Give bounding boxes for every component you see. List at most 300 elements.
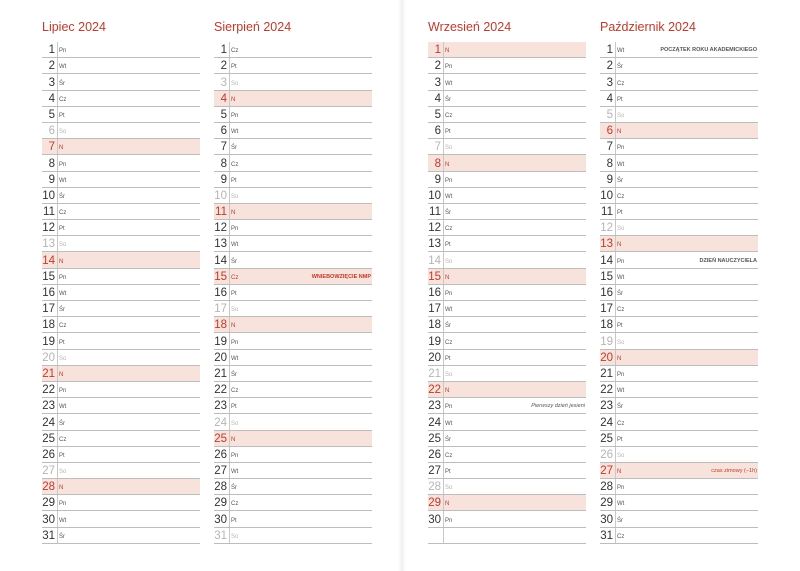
day-row[interactable] bbox=[42, 414, 200, 430]
day-row[interactable] bbox=[214, 414, 372, 430]
weekday-label: Pn bbox=[445, 177, 453, 184]
day-row[interactable] bbox=[600, 188, 758, 204]
day-number: 27 bbox=[600, 465, 613, 478]
weekday-label: Pt bbox=[617, 96, 623, 103]
day-row[interactable] bbox=[600, 431, 758, 447]
weekday-label: Cz bbox=[445, 339, 453, 346]
day-row[interactable] bbox=[428, 139, 586, 155]
day-row[interactable] bbox=[428, 172, 586, 188]
weekday-label: Cz bbox=[617, 80, 625, 87]
day-separator bbox=[57, 317, 58, 332]
day-row[interactable] bbox=[214, 139, 372, 155]
day-row[interactable] bbox=[42, 382, 200, 398]
day-row[interactable] bbox=[600, 333, 758, 349]
day-separator bbox=[443, 172, 444, 187]
day-row[interactable] bbox=[214, 479, 372, 495]
day-number: 9 bbox=[606, 173, 613, 186]
weekday-label: So bbox=[59, 129, 67, 136]
day-row[interactable] bbox=[600, 479, 758, 495]
day-row[interactable] bbox=[42, 123, 200, 139]
day-number: 31 bbox=[214, 529, 227, 542]
day-number: 4 bbox=[48, 92, 55, 105]
day-row[interactable] bbox=[214, 155, 372, 171]
day-row[interactable] bbox=[214, 317, 372, 333]
weekday-label: Pn bbox=[445, 404, 453, 411]
weekday-label: Pn bbox=[617, 258, 625, 265]
day-row[interactable] bbox=[428, 301, 586, 317]
day-row[interactable] bbox=[428, 495, 586, 511]
weekday-label: Pt bbox=[231, 64, 237, 71]
weekday-label: Pt bbox=[617, 323, 623, 330]
day-separator bbox=[229, 382, 230, 397]
weekday-label: Cz bbox=[59, 436, 67, 443]
day-rows bbox=[600, 42, 758, 544]
day-separator bbox=[443, 204, 444, 219]
day-row[interactable] bbox=[42, 350, 200, 366]
day-number: 5 bbox=[220, 108, 227, 121]
day-row[interactable] bbox=[428, 463, 586, 479]
day-row[interactable] bbox=[42, 58, 200, 74]
day-row[interactable] bbox=[214, 431, 372, 447]
weekday-label: Wt bbox=[617, 161, 625, 168]
day-row[interactable] bbox=[428, 414, 586, 430]
weekday-label: So bbox=[231, 307, 239, 314]
day-number: 14 bbox=[214, 254, 227, 267]
weekday-label: Śr bbox=[59, 80, 65, 87]
day-separator bbox=[57, 220, 58, 235]
month-title: Sierpień 2024 bbox=[214, 20, 292, 34]
day-number: 28 bbox=[214, 481, 227, 494]
day-number: 22 bbox=[214, 384, 227, 397]
day-number: 11 bbox=[43, 206, 55, 219]
day-number: 29 bbox=[42, 497, 55, 510]
day-separator bbox=[229, 269, 230, 284]
day-separator bbox=[443, 333, 444, 348]
day-separator bbox=[229, 58, 230, 73]
weekday-label: So bbox=[445, 371, 453, 378]
day-separator bbox=[615, 431, 616, 446]
day-row[interactable] bbox=[600, 269, 758, 285]
day-separator bbox=[443, 528, 444, 543]
day-row[interactable] bbox=[42, 91, 200, 107]
day-row[interactable] bbox=[214, 382, 372, 398]
day-number: 21 bbox=[428, 367, 441, 380]
day-row[interactable] bbox=[600, 58, 758, 74]
weekday-label: Cz bbox=[59, 323, 67, 330]
day-row[interactable] bbox=[600, 511, 758, 527]
weekday-label: Wt bbox=[59, 64, 67, 71]
day-row[interactable] bbox=[600, 155, 758, 171]
day-row[interactable] bbox=[42, 107, 200, 123]
day-separator bbox=[229, 431, 230, 446]
day-separator bbox=[443, 155, 444, 170]
weekday-label: Wt bbox=[59, 177, 67, 184]
day-event: czas zimowy (−1h) bbox=[711, 468, 757, 475]
day-row[interactable] bbox=[42, 139, 200, 155]
day-event: DZIEŃ NAUCZYCIELA bbox=[699, 257, 757, 264]
day-row[interactable] bbox=[428, 333, 586, 349]
day-row[interactable] bbox=[600, 236, 758, 252]
day-number: 25 bbox=[214, 432, 227, 445]
weekday-label: Wt bbox=[445, 307, 453, 314]
day-number: 17 bbox=[428, 303, 441, 316]
day-separator bbox=[229, 204, 230, 219]
day-separator bbox=[229, 317, 230, 332]
day-row[interactable] bbox=[42, 252, 200, 268]
day-row[interactable] bbox=[600, 528, 758, 544]
day-row[interactable] bbox=[42, 204, 200, 220]
day-separator bbox=[615, 528, 616, 543]
day-number: 13 bbox=[428, 238, 441, 251]
day-row[interactable] bbox=[214, 91, 372, 107]
day-separator bbox=[615, 172, 616, 187]
weekday-label: So bbox=[445, 145, 453, 152]
day-separator bbox=[57, 139, 58, 154]
weekday-label: Pt bbox=[59, 339, 65, 346]
day-separator bbox=[229, 123, 230, 138]
weekday-label: Wt bbox=[445, 193, 453, 200]
weekday-label: Śr bbox=[231, 258, 237, 265]
day-row[interactable] bbox=[42, 495, 200, 511]
weekday-label: Pn bbox=[617, 145, 625, 152]
weekday-label: N bbox=[231, 96, 236, 103]
day-number: 24 bbox=[428, 416, 441, 429]
day-number: 21 bbox=[600, 367, 613, 380]
day-number: 24 bbox=[42, 416, 55, 429]
day-row[interactable] bbox=[42, 236, 200, 252]
day-row[interactable] bbox=[428, 398, 586, 414]
weekday-label: Śr bbox=[59, 193, 65, 200]
weekday-label: Pt bbox=[59, 452, 65, 459]
day-row[interactable] bbox=[214, 463, 372, 479]
day-number: 2 bbox=[434, 60, 441, 73]
day-row[interactable] bbox=[42, 172, 200, 188]
weekday-label: So bbox=[445, 485, 453, 492]
day-separator bbox=[229, 495, 230, 510]
weekday-label: So bbox=[59, 242, 67, 249]
day-row[interactable] bbox=[42, 479, 200, 495]
day-separator bbox=[443, 139, 444, 154]
day-number: 15 bbox=[42, 270, 55, 283]
day-row[interactable] bbox=[214, 495, 372, 511]
day-number: 17 bbox=[42, 303, 55, 316]
weekday-label: Śr bbox=[231, 485, 237, 492]
day-separator bbox=[443, 431, 444, 446]
day-row[interactable] bbox=[600, 398, 758, 414]
day-number: 16 bbox=[42, 287, 55, 299]
day-row[interactable] bbox=[214, 285, 372, 301]
day-row[interactable] bbox=[428, 42, 586, 58]
day-number: 26 bbox=[42, 448, 55, 461]
day-separator bbox=[57, 58, 58, 73]
day-row[interactable] bbox=[428, 479, 586, 495]
weekday-label: Pt bbox=[231, 517, 237, 524]
weekday-label: Cz bbox=[231, 274, 239, 281]
day-row[interactable] bbox=[428, 350, 586, 366]
day-separator bbox=[229, 447, 230, 462]
day-row[interactable] bbox=[428, 366, 586, 382]
day-separator bbox=[615, 301, 616, 316]
weekday-label: So bbox=[231, 533, 239, 540]
day-row[interactable] bbox=[214, 58, 372, 74]
day-separator bbox=[443, 58, 444, 73]
day-separator bbox=[615, 107, 616, 122]
day-separator bbox=[57, 107, 58, 122]
day-separator bbox=[229, 479, 230, 494]
weekday-label: Cz bbox=[59, 210, 67, 217]
day-row[interactable] bbox=[42, 317, 200, 333]
day-number: 22 bbox=[42, 384, 55, 397]
day-separator bbox=[229, 155, 230, 170]
weekday-label: Cz bbox=[59, 96, 67, 103]
day-separator bbox=[443, 107, 444, 122]
weekday-label: So bbox=[231, 420, 239, 427]
weekday-label: N bbox=[445, 161, 450, 168]
day-row[interactable] bbox=[214, 220, 372, 236]
day-number: 4 bbox=[434, 92, 441, 105]
day-number: 25 bbox=[600, 432, 613, 445]
weekday-label: N bbox=[617, 355, 622, 362]
day-separator bbox=[57, 333, 58, 348]
day-row[interactable] bbox=[600, 350, 758, 366]
day-row[interactable] bbox=[214, 172, 372, 188]
day-separator bbox=[615, 155, 616, 170]
day-row[interactable] bbox=[42, 511, 200, 527]
day-row[interactable] bbox=[428, 220, 586, 236]
weekday-label: Wt bbox=[617, 501, 625, 508]
weekday-label: Pn bbox=[59, 501, 67, 508]
day-row[interactable] bbox=[600, 447, 758, 463]
weekday-label: N bbox=[617, 242, 622, 249]
day-row[interactable] bbox=[600, 301, 758, 317]
weekday-label: Pt bbox=[617, 210, 623, 217]
day-row[interactable] bbox=[42, 301, 200, 317]
day-row[interactable] bbox=[428, 252, 586, 268]
weekday-label: N bbox=[445, 501, 450, 508]
weekday-label: Śr bbox=[445, 210, 451, 217]
day-row[interactable] bbox=[428, 269, 586, 285]
day-row[interactable] bbox=[428, 74, 586, 90]
day-separator bbox=[229, 236, 230, 251]
weekday-label: N bbox=[59, 258, 64, 265]
day-row[interactable] bbox=[428, 123, 586, 139]
day-row[interactable] bbox=[214, 333, 372, 349]
weekday-label: Śr bbox=[617, 64, 623, 71]
day-number: 20 bbox=[214, 351, 227, 364]
day-separator bbox=[229, 220, 230, 235]
day-row[interactable] bbox=[428, 58, 586, 74]
day-row[interactable] bbox=[42, 447, 200, 463]
day-separator bbox=[229, 172, 230, 187]
day-number: 27 bbox=[214, 465, 227, 478]
day-separator bbox=[57, 528, 58, 543]
day-row[interactable] bbox=[214, 204, 372, 220]
day-row[interactable] bbox=[600, 42, 758, 58]
day-rows bbox=[214, 42, 372, 544]
day-separator bbox=[615, 382, 616, 397]
day-row[interactable] bbox=[600, 495, 758, 511]
day-row[interactable] bbox=[600, 91, 758, 107]
day-row[interactable] bbox=[214, 511, 372, 527]
day-separator bbox=[615, 479, 616, 494]
day-row[interactable] bbox=[42, 333, 200, 349]
day-number: 30 bbox=[42, 513, 55, 526]
day-separator bbox=[615, 139, 616, 154]
day-separator bbox=[229, 285, 230, 300]
day-separator bbox=[615, 350, 616, 365]
day-row[interactable] bbox=[214, 188, 372, 204]
day-separator bbox=[57, 366, 58, 381]
day-row[interactable] bbox=[42, 528, 200, 544]
day-row[interactable] bbox=[42, 220, 200, 236]
day-row[interactable] bbox=[428, 188, 586, 204]
day-row[interactable] bbox=[428, 107, 586, 123]
day-separator bbox=[615, 285, 616, 300]
day-row[interactable] bbox=[214, 350, 372, 366]
weekday-label: Pn bbox=[59, 388, 67, 395]
weekday-label: Śr bbox=[445, 323, 451, 330]
day-row[interactable] bbox=[214, 74, 372, 90]
day-number: 13 bbox=[600, 238, 613, 251]
day-row[interactable] bbox=[600, 285, 758, 301]
day-number: 22 bbox=[600, 384, 613, 397]
day-row[interactable] bbox=[42, 366, 200, 382]
weekday-label: Cz bbox=[617, 193, 625, 200]
day-number: 14 bbox=[600, 254, 613, 267]
day-separator bbox=[615, 91, 616, 106]
day-row[interactable] bbox=[214, 269, 372, 285]
day-separator bbox=[443, 398, 444, 413]
weekday-label: Wt bbox=[231, 355, 239, 362]
day-row[interactable] bbox=[42, 188, 200, 204]
day-row[interactable] bbox=[428, 285, 586, 301]
day-row[interactable] bbox=[600, 139, 758, 155]
day-row[interactable] bbox=[428, 236, 586, 252]
day-number: 1 bbox=[606, 44, 613, 57]
day-row[interactable] bbox=[42, 155, 200, 171]
weekday-label: Pt bbox=[445, 242, 451, 249]
day-separator bbox=[57, 42, 58, 57]
day-row[interactable] bbox=[600, 252, 758, 268]
day-separator bbox=[443, 301, 444, 316]
day-number: 23 bbox=[428, 400, 441, 413]
day-number: 18 bbox=[600, 319, 613, 332]
day-separator bbox=[615, 188, 616, 203]
day-number: 1 bbox=[220, 44, 227, 57]
day-row[interactable] bbox=[428, 382, 586, 398]
day-number: 27 bbox=[42, 465, 55, 478]
day-row[interactable] bbox=[42, 269, 200, 285]
weekday-label: Wt bbox=[445, 80, 453, 87]
weekday-label: Pn bbox=[59, 274, 67, 281]
day-rows bbox=[428, 42, 586, 544]
day-separator bbox=[615, 74, 616, 89]
day-row[interactable] bbox=[600, 463, 758, 479]
day-separator bbox=[57, 301, 58, 316]
day-row[interactable] bbox=[428, 204, 586, 220]
day-separator bbox=[443, 236, 444, 251]
weekday-label: Śr bbox=[59, 533, 65, 540]
day-row[interactable] bbox=[42, 42, 200, 58]
weekday-label: So bbox=[617, 112, 625, 119]
day-row[interactable] bbox=[428, 155, 586, 171]
day-number: 16 bbox=[214, 287, 227, 299]
day-event: POCZĄTEK ROKU AKADEMICKIEGO bbox=[660, 47, 757, 54]
day-separator bbox=[229, 350, 230, 365]
day-row[interactable] bbox=[600, 172, 758, 188]
day-row[interactable] bbox=[428, 447, 586, 463]
day-row[interactable] bbox=[600, 382, 758, 398]
day-row[interactable] bbox=[600, 317, 758, 333]
day-row[interactable] bbox=[214, 107, 372, 123]
weekday-label: Pt bbox=[59, 112, 65, 119]
weekday-label: N bbox=[231, 210, 236, 217]
weekday-label: Śr bbox=[445, 436, 451, 443]
day-row[interactable] bbox=[428, 431, 586, 447]
day-number: 20 bbox=[600, 351, 613, 364]
day-row[interactable] bbox=[214, 528, 372, 544]
day-separator bbox=[615, 220, 616, 235]
day-row[interactable] bbox=[214, 123, 372, 139]
day-row[interactable] bbox=[214, 398, 372, 414]
day-number: 28 bbox=[42, 481, 55, 494]
day-row[interactable] bbox=[600, 366, 758, 382]
weekday-label: So bbox=[617, 452, 625, 459]
day-separator bbox=[57, 91, 58, 106]
month-title: Wrzesień 2024 bbox=[428, 20, 512, 34]
day-row[interactable] bbox=[600, 74, 758, 90]
day-separator bbox=[57, 236, 58, 251]
day-row[interactable] bbox=[214, 447, 372, 463]
day-row[interactable] bbox=[600, 123, 758, 139]
day-event: Pierwszy dzień jesieni bbox=[531, 403, 585, 410]
day-row[interactable] bbox=[214, 236, 372, 252]
day-number: 14 bbox=[428, 254, 441, 267]
day-row[interactable] bbox=[214, 366, 372, 382]
day-row[interactable] bbox=[428, 528, 586, 544]
day-row[interactable] bbox=[42, 74, 200, 90]
day-event: WNIEBOWZIĘCIE NMP bbox=[311, 273, 371, 280]
day-separator bbox=[615, 463, 616, 478]
day-row[interactable] bbox=[600, 220, 758, 236]
day-number: 29 bbox=[428, 497, 441, 510]
day-row[interactable] bbox=[428, 317, 586, 333]
day-row[interactable] bbox=[600, 414, 758, 430]
day-separator bbox=[443, 414, 444, 429]
weekday-label: Wt bbox=[59, 517, 67, 524]
day-row[interactable] bbox=[214, 252, 372, 268]
day-row[interactable] bbox=[42, 431, 200, 447]
day-row[interactable] bbox=[42, 398, 200, 414]
weekday-label: N bbox=[617, 129, 622, 136]
day-number: 24 bbox=[214, 416, 227, 429]
day-row[interactable] bbox=[428, 511, 586, 527]
day-separator bbox=[443, 479, 444, 494]
day-number: 8 bbox=[606, 157, 613, 170]
day-row[interactable] bbox=[600, 107, 758, 123]
day-number: 2 bbox=[606, 60, 613, 73]
day-row[interactable] bbox=[428, 91, 586, 107]
day-row[interactable] bbox=[214, 301, 372, 317]
day-row[interactable] bbox=[42, 285, 200, 301]
weekday-label: So bbox=[445, 258, 453, 265]
day-number: 30 bbox=[428, 513, 441, 526]
day-number: 11 bbox=[601, 206, 613, 219]
weekday-label: Pt bbox=[231, 291, 237, 297]
day-row[interactable] bbox=[42, 463, 200, 479]
day-row[interactable] bbox=[214, 42, 372, 58]
day-row[interactable] bbox=[600, 204, 758, 220]
